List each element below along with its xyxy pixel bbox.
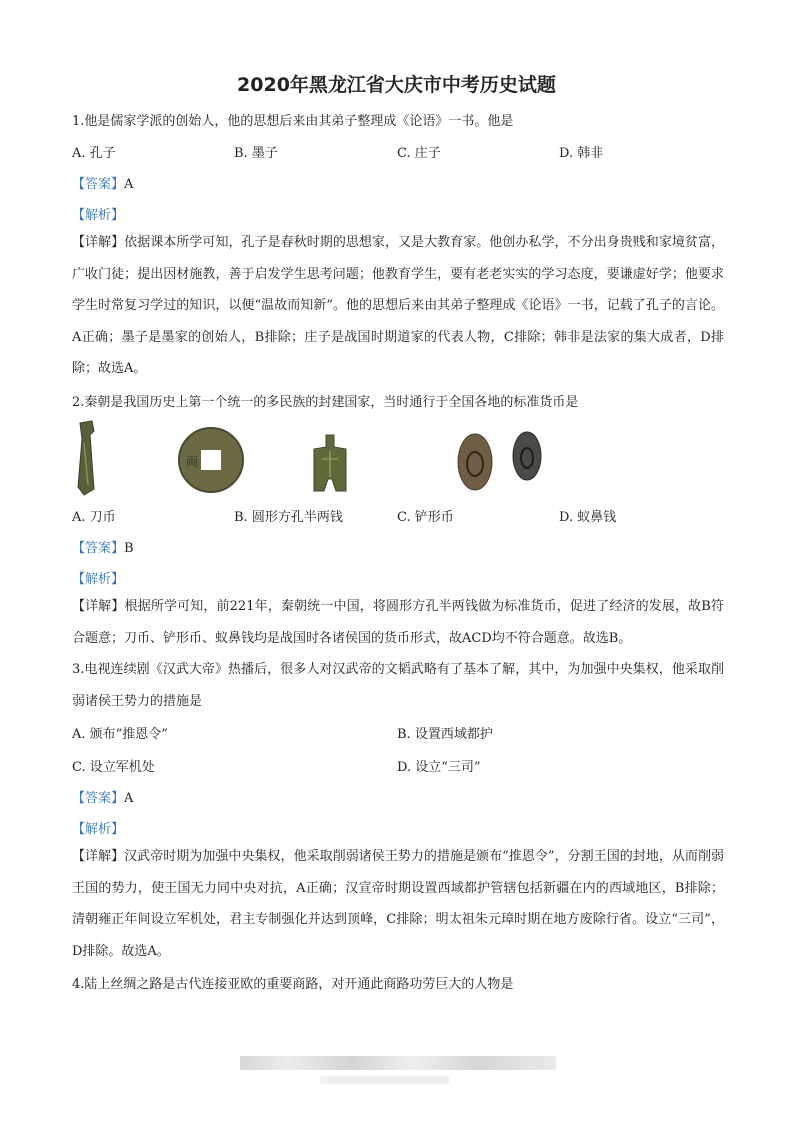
q1-detail — [72, 227, 724, 385]
answer-tag: 【答案】 — [72, 177, 125, 192]
q3-option-b: B. 设置西域都护 — [397, 727, 493, 742]
round-coin-image — [176, 426, 246, 494]
detail-text: 根据所学可知，前221年，秦朝统一中国，将圆形方孔半两钱做为标准货币，促进了经济的发展，故B符合题意；刀币、铲形币、蚁鼻钱均是战国时各诸侯国的货币形式，故ACD均不符合题意。故选B。 — [72, 599, 724, 646]
blurred-footer-sub — [320, 1076, 450, 1084]
q4-stem: 4.陆上丝绸之路是古代连接亚欧的重要商路，对开通此商路功劳巨大的人物是 — [72, 977, 514, 992]
q1-answer — [72, 173, 133, 192]
q3-stem: 3.电视连续剧《汉武大帝》热播后，很多人对汉武帝的文韬武略有了基本了解，其中，为加强中央集权，他采取削弱诸侯王势力的措施是 — [72, 662, 724, 709]
spade-coin-image — [310, 433, 350, 493]
q1-option-a: A. 孔子 — [72, 146, 116, 161]
q2-analysis-tag: 【解析】 — [72, 572, 125, 587]
q3-answer — [72, 787, 133, 806]
q2-option-b: B. 圆形方孔半两钱 — [234, 510, 343, 525]
q2-answer — [72, 537, 134, 556]
q3-analysis-tag: 【解析】 — [72, 822, 125, 837]
answer-value: B — [124, 541, 134, 556]
q1-option-c: C. 庄子 — [397, 146, 441, 161]
answer-tag: 【答案】 — [72, 541, 125, 556]
detail-tag: 【详解】 — [72, 235, 125, 250]
q2-stem: 2.秦朝是我国历史上第一个统一的多民族的封建国家，当时通行于全国各地的标准货币是 — [72, 395, 579, 410]
q1-stem: 1.他是儒家学派的创始人，他的思想后来由其弟子整理成《论语》一书。他是 — [72, 114, 514, 129]
answer-tag: 【答案】 — [72, 791, 125, 806]
svg-text:両: 両 — [186, 455, 199, 469]
q2-option-a: A. 刀币 — [72, 510, 116, 525]
q1-option-b: B. 墨子 — [234, 146, 278, 161]
q1-option-d: D. 韩非 — [559, 146, 604, 161]
detail-text: 依据课本所学可知，孔子是春秋时期的思想家，又是大教育家。他创办私学，不分出身贵贱和家境贫富，广收门徒；提出因材施教，善于启发学生思考问题；他教育学生，要有老老实实的学习态度，要谦虚好学；他要求学生时常复习学过的知识，以便“温故而知新”。他的思想后来由其弟子整理成《论语》一书，记载了孔子的言论。A正确；墨子是墨家的创始人，B排除；庄子是战国时期道家的代表人物，C排除；韩非是法家的集大成者，D排除；故选A。 — [72, 235, 724, 376]
answer-value: A — [124, 791, 134, 806]
q2-option-d: D. 蚁鼻钱 — [559, 510, 617, 525]
knife-coin-image — [70, 419, 102, 497]
detail-text: 汉武帝时期为加强中央集权，他采取削弱诸侯王势力的措施是颁布“推恩令”，分割王国的封地，从而削弱王国的势力，使王国无力同中央对抗，A正确；汉宣帝时期设置西域都护管辖包括新疆在内的西域地区，B排除；清朝雍正年间设立军机处，君主专制强化并达到顶峰，C排除；明太祖朱元璋时期在地方废除行省。设立“三司”，D排除。故选A。 — [72, 849, 724, 959]
detail-tag: 【详解】 — [72, 599, 125, 614]
q1-analysis-tag: 【解析】 — [72, 208, 125, 223]
q3-option-c: C. 设立军机处 — [72, 760, 155, 775]
q3-option-d: D. 设立“三司” — [397, 760, 481, 775]
detail-tag: 【详解】 — [72, 849, 125, 864]
q3-detail — [72, 841, 724, 967]
q2-option-c: C. 铲形币 — [397, 510, 454, 525]
q2-detail — [72, 591, 724, 654]
q3-option-a: A. 颁布“推恩令” — [72, 727, 168, 742]
ant-nose-coin-image — [452, 430, 552, 494]
blurred-footer — [240, 1056, 556, 1070]
page-title: 2020年黑龙江省大庆市中考历史试题 — [237, 74, 556, 96]
answer-value: A — [124, 177, 134, 192]
